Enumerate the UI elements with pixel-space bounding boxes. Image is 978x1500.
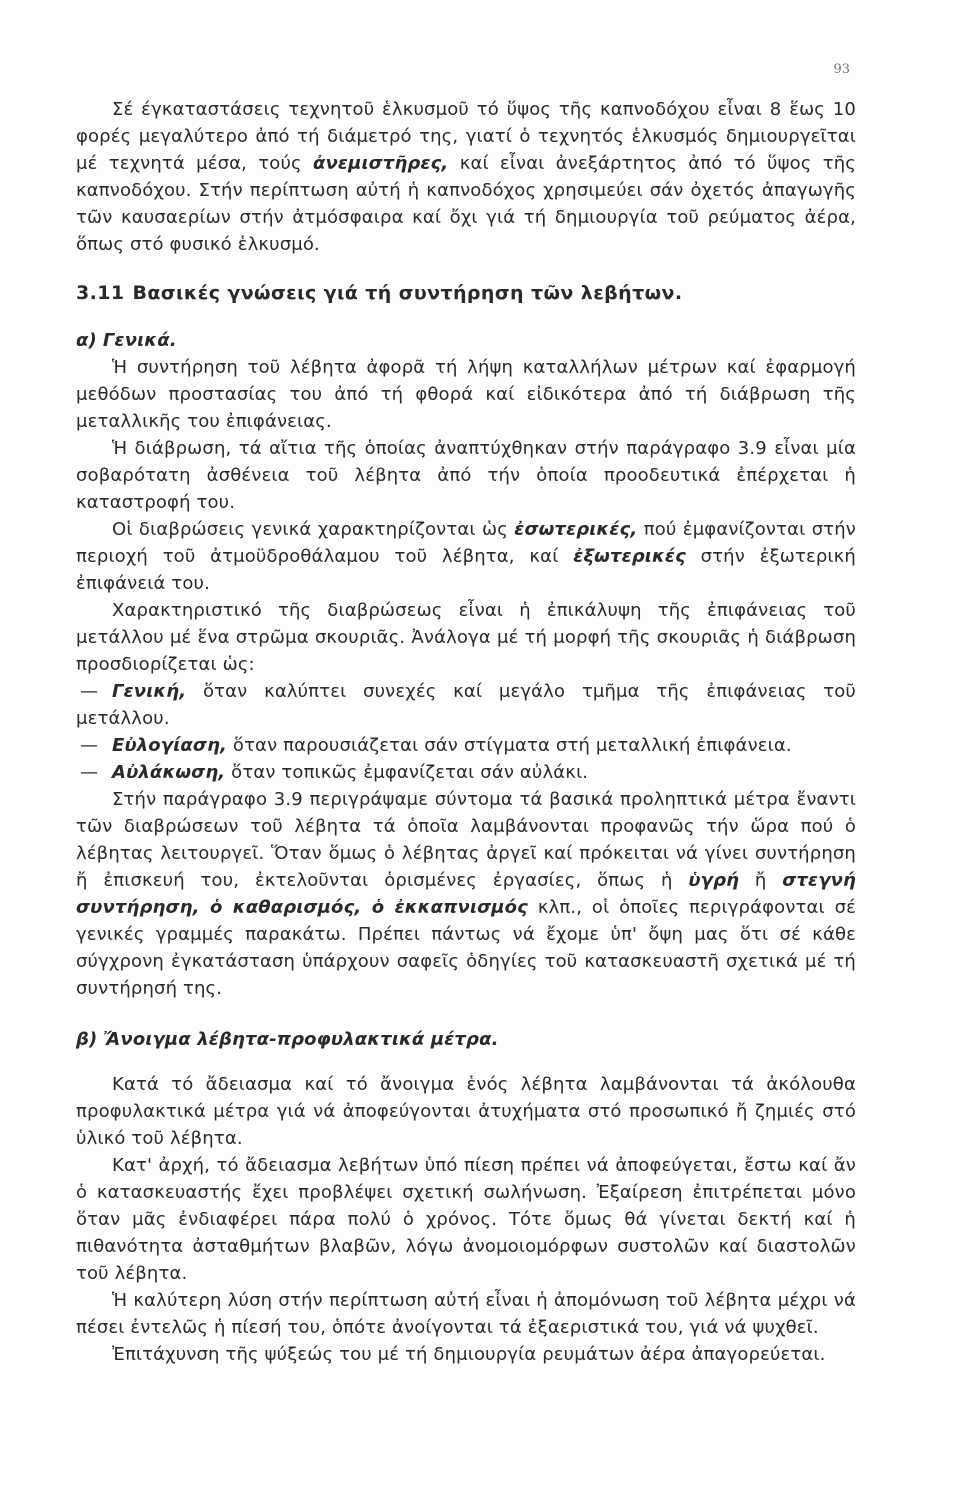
list-text: ὅταν καλύπτει συνεχές καί μεγάλο τμῆμα τῆς ἐπιφάνειας τοῦ μετάλλου. xyxy=(76,681,856,729)
corrosion-text-c: στήν ἐξωτερική ἐπιφάνειά του. xyxy=(76,546,856,594)
general-paragraph-5 xyxy=(76,786,856,1002)
subsection-a-title: Γενικά. xyxy=(102,330,177,351)
section-heading xyxy=(76,280,856,307)
list-dash: — xyxy=(80,762,99,783)
section-number: 3.11 xyxy=(76,282,125,304)
term-wet: ὑγρή xyxy=(688,870,740,891)
page-number: 93 xyxy=(833,62,850,77)
term-internal: ἐσωτερικές, xyxy=(514,519,638,540)
general-paragraph-1: Ἡ συντήρηση τοῦ λέβητα ἀφορᾶ τή λήψη καταλλήλων μέτρων καί ἐφαρμογή μεθόδων προστασίας του ἀπό τή φθορά καί εἰδικότερα ἀπό τή διάβρωση τῆς μεταλλικῆς του ἐπιφάνειας. xyxy=(76,357,856,432)
maintenance-text-b: ἤ xyxy=(754,870,767,891)
list-dash: — xyxy=(80,681,99,702)
list-term: Γενική, xyxy=(112,681,187,702)
maintenance-text-c: κλπ., οἱ ὁποῖες περιγράφονται σέ γενικές γραμμές παρακάτω. Πρέπει πάντως νά ἔχομε ὑπ' ὄψη μας ὅτι σέ κάθε σύγχρονη ἐγκατάσταση ὑπάρχουν σαφεῖς ὁδηγίες τοῦ κατασκευαστῆ σχετικά μέ τή συντήρησή της. xyxy=(76,897,857,999)
intro-paragraph xyxy=(76,96,856,258)
subsection-b-heading xyxy=(76,1026,856,1053)
list-item xyxy=(76,678,856,732)
page-body xyxy=(76,96,856,1368)
subsection-b-marker: β) xyxy=(76,1029,98,1050)
list-dash: — xyxy=(80,735,99,756)
subsection-a-marker: α) xyxy=(76,330,97,351)
opening-paragraph-4: Ἐπιτάχυνση τῆς ψύξεώς του μέ τή δημιουργία ρευμάτων ἀέρα ἀπαγορεύεται. xyxy=(112,1344,826,1365)
list-term: Αὐλάκωση, xyxy=(112,762,226,783)
term-fans: ἀνεμιστῆρες, xyxy=(312,153,449,174)
general-paragraph-4: Χαρακτηριστικό τῆς διαβρώσεως εἶναι ἡ ἐπικάλυψη τῆς ἐπιφάνειας τοῦ μετάλλου μέ ἕνα στρῶμα σκουριᾶς. Ἀνάλογα μέ τή μορφή τῆς σκουριᾶς ἡ διάβρωση προσδιορίζεται ὡς: xyxy=(76,600,856,675)
list-term: Εὐλογίαση, xyxy=(112,735,228,756)
corrosion-text-b: πού ἐμφανίζονται στήν περιοχή τοῦ ἀτμοϋδροθάλαμου τοῦ λέβητα, καί xyxy=(76,519,856,567)
term-external: ἐξωτερικές xyxy=(573,546,686,567)
list-text: ὅταν τοπικῶς ἐμφανίζεται σάν αὐλάκι. xyxy=(231,762,589,783)
general-paragraph-2: Ἡ διάβρωση, τά αἴτια τῆς ὁποίας ἀναπτύχθηκαν στήν παράγραφο 3.9 εἶναι μία σοβαρότατη ἀσθένεια τοῦ λέβητα ἀπό τήν ὁποία προοδευτικά ἐπέρχεται ἡ καταστροφή του. xyxy=(76,438,856,513)
opening-paragraph-3: Ἡ καλύτερη λύση στήν περίπτωση αὐτή εἶναι ἡ ἀπομόνωση τοῦ λέβητα μέχρι νά πέσει ἐντελῶς ἡ πίεσή του, ὁπότε ἀνοίγονται τά ἐξαεριστικά του, γιά νά ψυχθεῖ. xyxy=(76,1290,856,1338)
section-title: Βασικές γνώσεις γιά τή συντήρηση τῶν λεβήτων. xyxy=(132,282,683,304)
intro-text-a: Σέ έγκαταστάσεις τεχνητοῦ ἑλκυσμοῦ τό ὕψος τῆς καπνοδόχου εἶναι 8 ἕως 10 φορές μεγαλύτερο ἀπό τή διάμετρό της, γιατί ὁ τεχνητός ἑλκυσμός δημιουργεῖται μέ τεχνητά μέσα, τούς xyxy=(76,99,856,174)
subsection-b-title: Ἄνοιγμα λέβητα-προφυλακτικά μέτρα. xyxy=(103,1029,499,1050)
term-dry-cleaning: στεγνή συντήρηση, ὁ καθαρισμός, ὁ ἐκκαπνισμός xyxy=(76,870,857,918)
list-text: ὅταν παρουσιάζεται σάν στίγματα στή μεταλλική ἐπιφάνεια. xyxy=(232,735,792,756)
opening-paragraph-1: Κατά τό ἄδειασμα καί τό ἄνοιγμα ἑνός λέβητα λαμβάνονται τά ἀκόλουθα προφυλακτικά μέτρα γιά νά ἀποφεύγονται ἀτυχήματα στό προσωπικό ἤ ζημιές στό ὑλικό τοῦ λέβητα. xyxy=(76,1074,856,1149)
maintenance-text-a: Στήν παράγραφο 3.9 περιγράψαμε σύντομα τά βασικά προληπτικά μέτρα ἔναντι τῶν διαβρώσεων τοῦ λέβητα τά ὁποῖα λαμβάνονται προφανῶς τήν ὥρα πού ὁ λέβητας λειτουργεῖ. Ὅταν ὅμως ὁ λέβητας ἀργεῖ καί πρόκειται νά γίνει συντήρηση ἤ ἐπισκευή του, ἐκτελοῦνται ὁρισμένες ἐργασίες, ὅπως ἡ xyxy=(76,789,856,891)
subsection-a-heading xyxy=(76,327,856,354)
general-paragraph-3 xyxy=(76,516,856,597)
list-item xyxy=(76,732,856,759)
list-item xyxy=(76,759,856,786)
intro-text-b: καί εἶναι ἀνεξάρτητος ἀπό τό ὕψος τῆς καπνοδόχου. Στήν περίπτωση αὐτή ἡ καπνοδόχος χρησιμεύει σάν ὀχετός ἀπαγωγῆς τῶν καυσαερίων στήν ἀτμόσφαιρα καί ὄχι γιά τή δημιουργία τοῦ ρεύματος ἀέρα, ὅπως στό φυσικό ἑλκυσμό. xyxy=(76,153,857,255)
corrosion-text-a: Οἱ διαβρώσεις γενικά χαρακτηρίζονται ὡς xyxy=(112,519,508,540)
opening-paragraph-2: Κατ' ἀρχή, τό ἄδειασμα λεβήτων ὑπό πίεση πρέπει νά ἀποφεύγεται, ἔστω καί ἄν ὁ κατασκευαστής ἔχει προβλέψει σχετική σωλήνωση. Ἐξαίρεση ἐπιτρέπεται μόνο ὅταν μᾶς ἐνδιαφέρει πάρα πολύ ὁ χρόνος. Τότε ὅμως θά γίνεται δεκτή καί ἡ πιθανότητα ἀσταθμήτων βλαβῶν, λόγω ἀνομοιομόρφων συστολῶν καί διαστολῶν τοῦ λέβητα. xyxy=(76,1155,856,1284)
